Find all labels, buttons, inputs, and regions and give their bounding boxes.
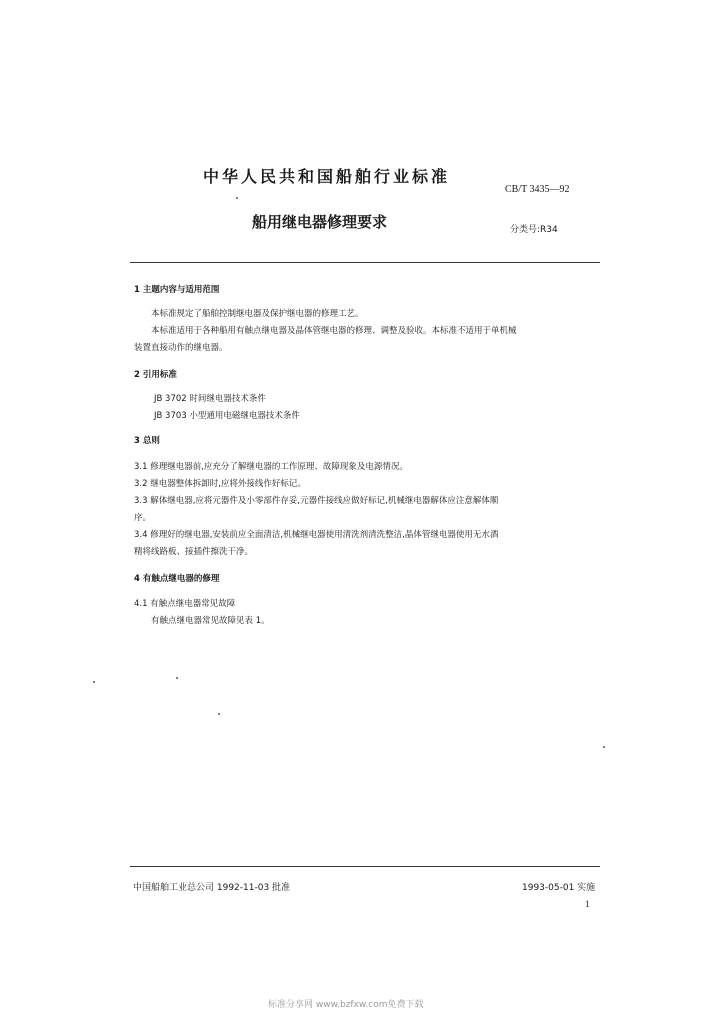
standard-code: CB/T 3435—92 xyxy=(505,184,570,195)
page-number: 1 xyxy=(585,899,590,909)
scan-speck xyxy=(176,677,178,679)
scan-speck xyxy=(236,197,238,199)
document-title: 船用继电器修理要求 xyxy=(252,213,388,231)
scan-speck xyxy=(603,746,605,748)
clause-3-3: 3.3 解体继电器,应将元器件及小零部件存妥,元器件接线应做好标记,机械继电器解体应注意解体顺 xyxy=(134,496,499,506)
clause-3-4-cont: 精将线路板、接插件擦洗干净。 xyxy=(134,547,254,557)
clause-3-1: 3.1 修理继电器前,应充分了解继电器的工作原理、故障现象及电源情况。 xyxy=(134,462,408,472)
scan-speck xyxy=(93,681,95,683)
section-1-heading: 1 主题内容与适用范围 xyxy=(134,285,220,295)
section-2-heading: 2 引用标准 xyxy=(134,370,177,380)
scan-speck xyxy=(218,713,220,715)
header-divider xyxy=(130,262,600,263)
clause-4-1: 4.1 有触点继电器常见故障 xyxy=(134,599,236,609)
clause-4-1-paragraph: 有触点继电器常见故障见表 1。 xyxy=(151,616,270,626)
section-1-paragraph-2-cont: 装置直接动作的继电器。 xyxy=(134,343,228,353)
implementation-date: 1993-05-01 实施 xyxy=(522,883,596,893)
clause-3-4: 3.4 修理好的继电器,安装前应全面清洁,机械继电器使用清洗剂清洗整洁,晶体管继电器使用无水酒 xyxy=(134,530,499,540)
section-4-heading: 4 有触点继电器的修理 xyxy=(134,574,220,584)
section-1-paragraph-2: 本标准适用于各种船用有触点继电器及晶体管继电器的修理、调整及验收。本标准不适用于单机械 xyxy=(151,326,517,336)
footer-divider xyxy=(130,866,600,867)
watermark-text: 标准分享网 www.bzfxw.com免费下载 xyxy=(268,1000,424,1010)
clause-3-2: 3.2 继电器整体拆卸时,应将外接线作好标记。 xyxy=(134,479,306,489)
org-title: 中华人民共和国船舶行业标准 xyxy=(203,167,451,186)
clause-3-3-cont: 序。 xyxy=(134,513,152,523)
reference-1: JB 3702 时间继电器技术条件 xyxy=(154,394,266,404)
approval-line: 中国船舶工业总公司 1992-11-03 批准 xyxy=(133,883,291,893)
classification-code: 分类号:R34 xyxy=(510,225,558,235)
section-3-heading: 3 总则 xyxy=(134,436,160,446)
reference-2: JB 3703 小型通用电磁继电器技术条件 xyxy=(154,411,300,421)
section-1-paragraph-1: 本标准规定了船舶控制继电器及保护继电器的修理工艺。 xyxy=(151,309,364,319)
